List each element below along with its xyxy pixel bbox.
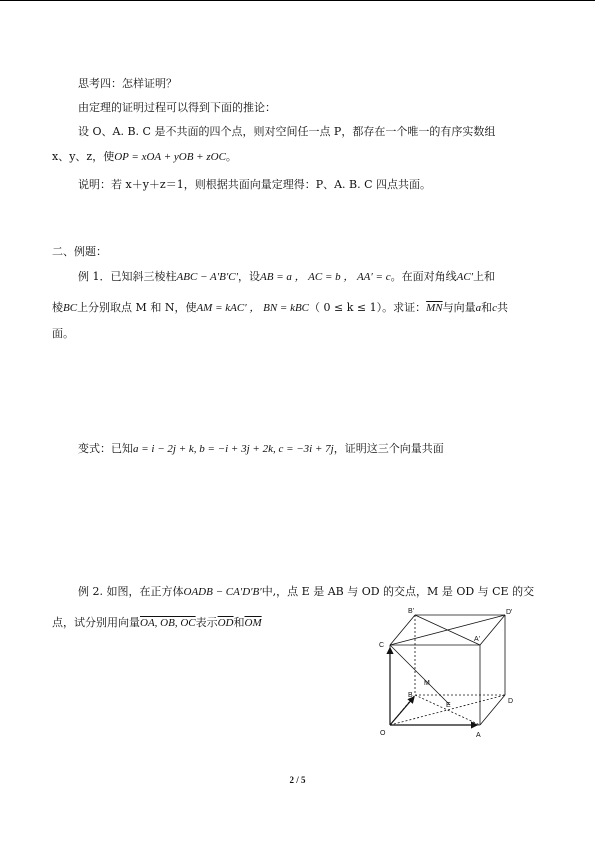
ex1-diagonal: AC′ xyxy=(456,271,474,283)
variant-formula: a = i − 2j + k, b = −i + 3j + 2k, c = −3i + 7j xyxy=(133,443,334,455)
ex1-condition: AM = kAC′ ， BN = kBC xyxy=(196,302,310,314)
thinking-heading: 思考四：怎样证明？ xyxy=(78,77,177,90)
coplanar-note: 说明：若 x＋y＋z＝1，则根据共面向量定理得：P、A. B. C 四点共面。 xyxy=(78,178,432,191)
cube-edge xyxy=(390,615,415,645)
variant-line xyxy=(78,442,444,456)
label-M: M xyxy=(424,680,430,687)
ex1-and: 和 xyxy=(481,301,493,314)
corollary-suffix: 。 xyxy=(225,150,237,163)
ex2-and: 和 xyxy=(233,616,245,629)
segment-ce xyxy=(390,645,450,705)
example2-line2 xyxy=(52,616,262,630)
ex1-text-e: 棱 xyxy=(52,301,63,314)
cube-edge xyxy=(480,615,505,645)
label-A: A xyxy=(476,732,481,739)
ex1-text-d: 上和 xyxy=(473,270,496,283)
ex1-text-b: ，设 xyxy=(238,270,260,283)
top-diagonal xyxy=(415,615,480,645)
ex2-text-b: 中,，点 E 是 AB 与 OD 的交点，M 是 OD 与 CE 的交 xyxy=(261,585,535,598)
cube-figure xyxy=(370,605,530,745)
ex2-text-c: 点，试分别用向量 xyxy=(52,616,140,629)
vector-ob-arrow xyxy=(390,697,414,725)
ex1-prism: ABC − A′B′C′ xyxy=(176,271,238,283)
example2-line1 xyxy=(78,585,534,599)
examples-heading: 二、例题： xyxy=(52,245,107,258)
corollary-statement-2 xyxy=(52,150,237,164)
label-E: E xyxy=(446,702,451,709)
ex1-text-h: 共 xyxy=(497,301,509,314)
ex2-om: $\overline{OM}$ xyxy=(244,617,262,629)
label-D: D xyxy=(508,698,514,705)
label-C: C xyxy=(379,642,385,649)
corollary-statement: 设 O、A. B. C 是不共面的四个点，则对空间任一点 P，都存在一个唯一的有序实数组 xyxy=(78,125,496,138)
ex1-text-a: 例 1．已知斜三棱柱 xyxy=(78,270,177,283)
ex2-od: $\overline{OD}$ xyxy=(217,617,234,629)
ex1-mn: $\overline{MN}$ xyxy=(426,302,443,314)
label-B: B xyxy=(408,692,413,699)
segment-od xyxy=(390,695,505,725)
label-O: O xyxy=(380,730,386,737)
label-Dp: D' xyxy=(506,609,513,616)
segment-ba xyxy=(415,695,480,725)
variant-suffix: ，证明这三个向量共面 xyxy=(333,442,444,455)
ex1-vector-c: c xyxy=(492,302,498,314)
cube-edge xyxy=(480,695,505,725)
ex1-edge: BC xyxy=(63,302,78,314)
ex2-text-a: 例 2. 如图，在正方体 xyxy=(78,585,184,598)
ex1-range: （ 0 ≤ k ≤ 1）。求证： xyxy=(309,301,427,314)
ex1-given-vectors: AB = a ， AC = b ， AA′ = c xyxy=(260,271,391,283)
label-Bp: B' xyxy=(408,608,415,615)
ex1-text-c: 。在面对角线 xyxy=(390,270,457,283)
label-Ap: A' xyxy=(474,636,481,643)
example1-line1 xyxy=(78,270,495,284)
header-rule xyxy=(0,0,595,1)
ex1-text-g: 与向量 xyxy=(442,301,476,314)
corollary-prefix: x、y、z，使 xyxy=(52,150,115,163)
ex2-vectors: OA, OB, OC xyxy=(140,617,196,629)
ex2-cube: OADB − CA′D′B′ xyxy=(183,586,262,598)
example1-line3: 面。 xyxy=(52,327,74,340)
ex1-vector-a: a xyxy=(475,302,482,314)
page-number: 2 / 5 xyxy=(289,775,306,785)
variant-prefix: 变式：已知 xyxy=(78,442,133,455)
ex2-text-d: 表示 xyxy=(195,616,218,629)
corollary-intro: 由定理的证明过程可以得到下面的推论： xyxy=(78,101,276,114)
example1-line2 xyxy=(52,301,508,315)
corollary-formula: OP = xOA + yOB + zOC xyxy=(114,151,226,163)
ex1-text-f: 上分别取点 M 和 N，使 xyxy=(77,301,197,314)
